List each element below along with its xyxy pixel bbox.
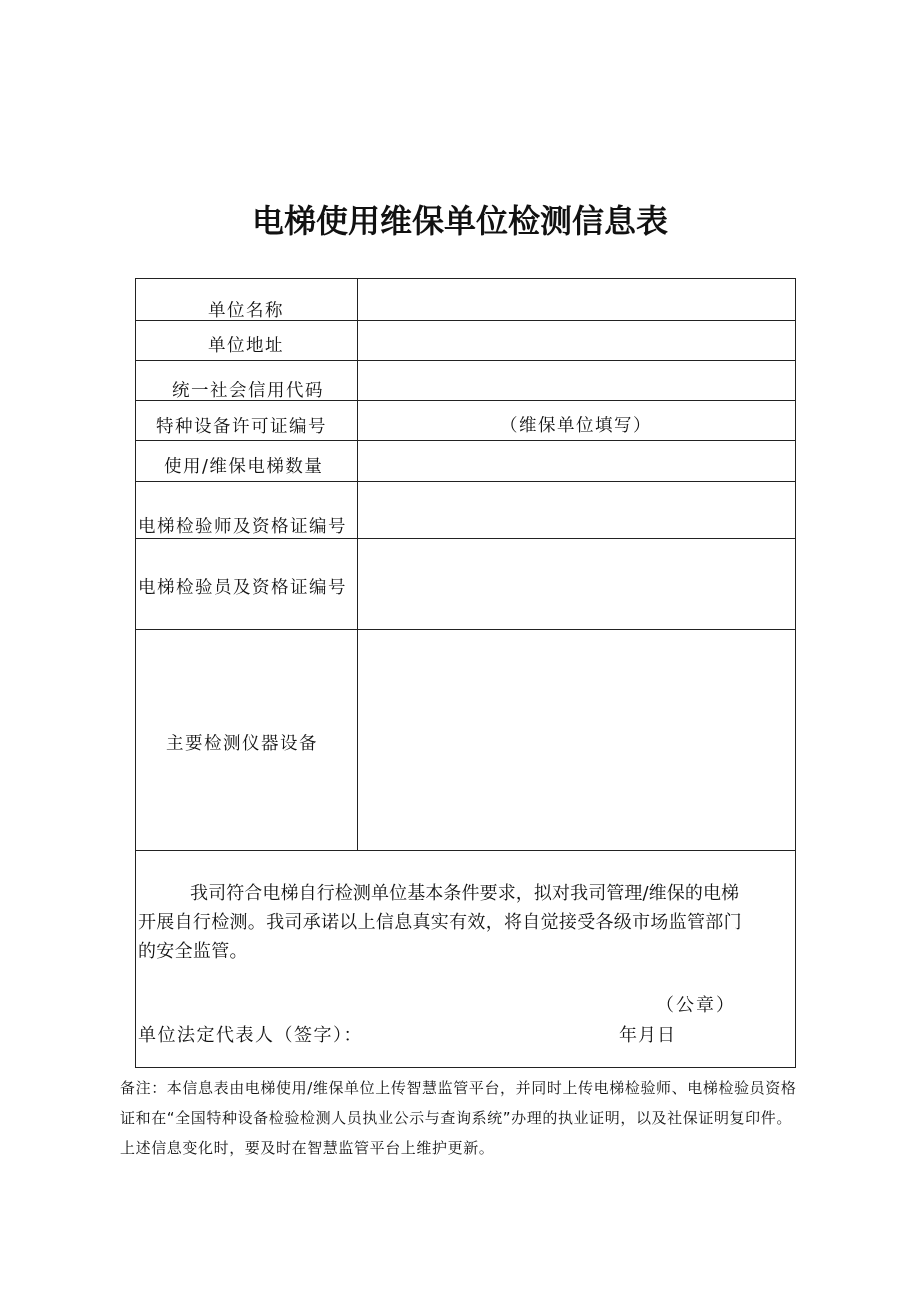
declaration-line: 的安全监管。 [138, 941, 248, 962]
label-elevator-count [136, 441, 358, 481]
value-hint-text: （维保单位填写） [500, 416, 652, 436]
label-equipment [136, 630, 358, 850]
label-text: 单位名称 [208, 301, 284, 321]
row-unit-address [136, 321, 795, 361]
label-text: 主要检测仪器设备 [166, 734, 318, 754]
field-unit-address[interactable] [358, 321, 795, 360]
signature-label: 单位法定代表人（签字）： [138, 1025, 363, 1046]
row-inspector [136, 539, 795, 630]
row-equipment [136, 630, 795, 851]
date-label: 年月日 [619, 1025, 676, 1046]
field-credit-code[interactable] [358, 361, 795, 400]
label-text: 统一社会信用代码 [172, 381, 324, 401]
label-unit-name [136, 279, 358, 320]
label-text: 单位地址 [208, 336, 284, 356]
info-form-table [135, 278, 796, 1068]
declaration-line: 开展自行检测。我司承诺以上信息真实有效，将自觉接受各级市场监管部门 [138, 912, 742, 933]
row-license-number [136, 401, 795, 441]
row-unit-name [136, 279, 795, 321]
label-unit-address [136, 321, 358, 360]
declaration-line: 我司符合电梯自行检测单位基本条件要求，拟对我司管理/维保的电梯 [190, 883, 740, 904]
label-inspector [136, 539, 358, 629]
field-unit-name[interactable] [358, 279, 795, 320]
label-inspector-engineer [136, 482, 358, 538]
label-license-number [136, 401, 358, 440]
label-text: 使用/维保电梯数量 [164, 457, 324, 477]
field-elevator-count[interactable] [358, 441, 795, 481]
field-license-number[interactable] [358, 401, 795, 440]
field-equipment[interactable] [358, 630, 795, 850]
label-credit-code [136, 361, 358, 400]
field-inspector-engineer[interactable] [358, 482, 795, 538]
declaration-block [136, 851, 795, 1067]
page-title: 电梯使用维保单位检测信息表 [251, 202, 668, 240]
row-elevator-count [136, 441, 795, 482]
label-text: 特种设备许可证编号 [156, 417, 327, 437]
row-credit-code [136, 361, 795, 401]
field-inspector[interactable] [358, 539, 795, 629]
footnote: 备注：本信息表由电梯使用/维保单位上传智慧监管平台，并同时上传电梯检验师、电梯检验员资格证和在“全国特种设备检验检测人员执业公示与查询系统”办理的执业证明，以及社保证明复印件。上述信息变化时，要及时在智慧监管平台上维护更新。 [120, 1079, 797, 1157]
label-text: 电梯检验员及资格证编号 [138, 578, 347, 598]
row-inspector-engineer [136, 482, 795, 539]
seal-label: （公章） [656, 995, 736, 1016]
label-text: 电梯检验师及资格证编号 [138, 517, 347, 537]
